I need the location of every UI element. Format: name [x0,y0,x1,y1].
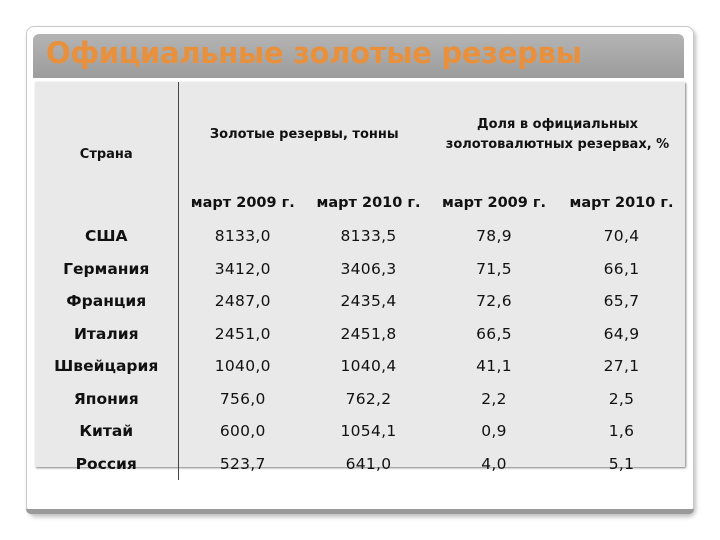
country-cell: Япония [73,389,139,408]
table-row [35,415,685,448]
slide-title: Официальные золотые резервы [46,36,582,70]
value-cell: 1,6 [608,422,635,441]
value-cell: 1040,0 [178,350,307,383]
country-cell: США [84,227,128,246]
value-cell: 2,2 [481,389,507,408]
value-cell: 8133,0 [178,220,307,253]
country-cell: Китай [79,422,134,441]
value-cell: 41,1 [476,357,512,376]
value-cell: 5,1 [608,454,635,473]
table-row [35,383,685,416]
subheader-reserves-2010: март 2010 г. [316,194,421,211]
value-cell: 71,5 [476,259,512,278]
reserves-header: Золотые резервы, тонны [178,82,430,189]
gold-reserves-table [35,82,685,480]
value-cell: 756,0 [178,383,307,416]
table-row [35,285,685,318]
country-cell: Италия [73,324,139,343]
country-cell: Россия [75,454,137,473]
value-cell: 2451,0 [178,318,307,351]
table-row [35,318,685,351]
value-cell: 8133,5 [340,227,397,246]
value-cell: 78,9 [476,227,512,246]
value-cell: 3406,3 [340,259,397,278]
value-cell: 66,5 [476,324,512,343]
value-cell: 2451,8 [340,324,397,343]
share-header: Доля в официальных золотовалютных резервах, % [445,117,670,153]
country-cell: Франция [66,292,147,311]
value-cell: 523,7 [178,448,307,481]
value-cell: 1054,1 [340,422,397,441]
value-cell: 2487,0 [178,285,307,318]
value-cell: 2435,4 [340,292,397,311]
table-row [35,350,685,383]
value-cell: 27,1 [603,357,640,376]
value-cell: 641,0 [345,454,392,473]
country-header: Страна [79,147,133,162]
subheader-share-2009: март 2009 г. [442,194,546,211]
subheader-reserves-2009: март 2009 г. [178,189,307,220]
value-cell: 3412,0 [178,253,307,286]
header-row [35,82,685,189]
value-cell: 2,5 [608,389,635,408]
value-cell: 762,2 [345,389,392,408]
value-cell: 4,0 [481,454,507,473]
value-cell: 1040,4 [340,357,397,376]
subheader-share-2010: март 2010 г. [569,194,674,211]
value-cell: 66,1 [603,259,640,278]
table-row [35,220,685,253]
value-cell: 0,9 [481,422,507,441]
value-cell: 65,7 [603,292,640,311]
value-cell: 70,4 [603,227,640,246]
table-row [35,253,685,286]
country-cell: Германия [63,259,150,278]
value-cell: 72,6 [476,292,512,311]
table-row [35,448,685,481]
reserves-table-container [35,82,685,473]
country-cell: Швейцария [54,357,159,376]
bottom-bar [26,509,694,514]
value-cell: 64,9 [603,324,640,343]
value-cell: 600,0 [178,415,307,448]
